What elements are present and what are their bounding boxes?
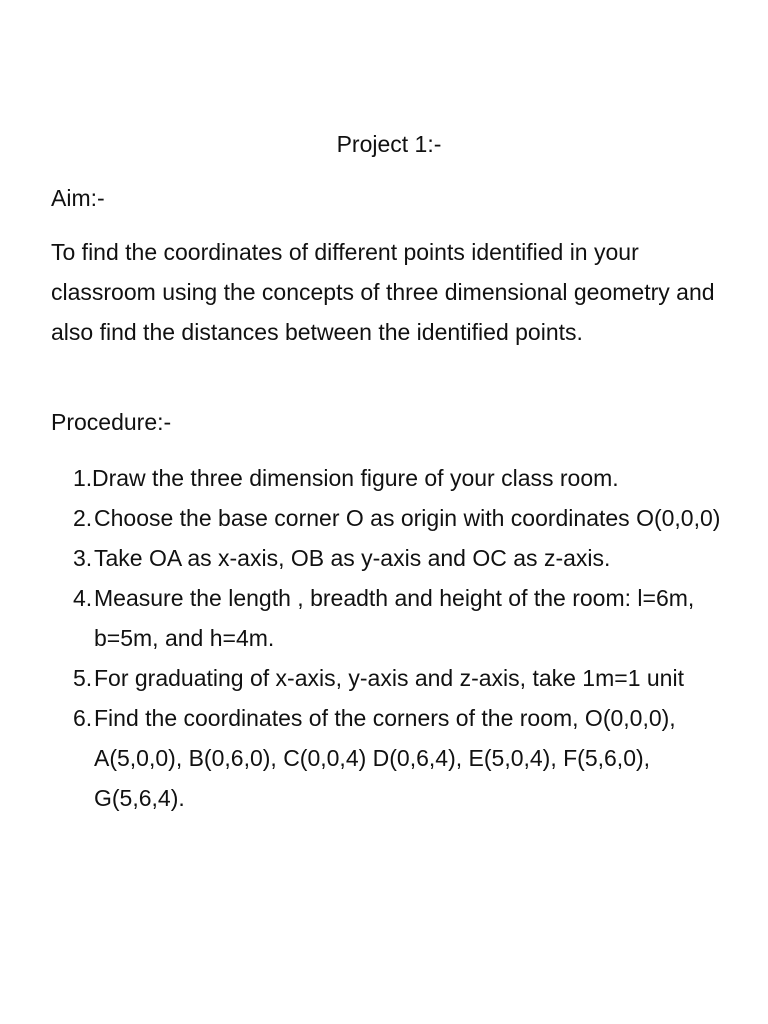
step-text: Choose the base corner O as origin with coordinates O(0,0,0): [94, 505, 721, 531]
step-text: Draw the three dimension figure of your class room.: [92, 465, 619, 491]
step-number: 6.: [73, 705, 93, 731]
aim-paragraph: To find the coordinates of different points identified in your classroom using the concepts of three dimensional geometry and also find the distances between the identified points.: [51, 239, 715, 345]
procedure-step-3: [0, 538, 736, 578]
procedure-step-4: [0, 578, 736, 658]
step-text: Measure the length , breadth and height of the room: l=6m, b=5m, and h=4m.: [94, 585, 695, 651]
step-number: 4.: [73, 585, 93, 611]
document-title: Project 1:-: [336, 131, 442, 157]
step-text: For graduating of x-axis, y-axis and z-axis, take 1m=1 unit: [94, 665, 684, 691]
step-number: 2.: [73, 505, 93, 531]
procedure-step-6: [0, 698, 736, 818]
aim-heading: Aim:-: [51, 185, 105, 211]
step-number: 5.: [73, 665, 93, 691]
procedure-step-5: [0, 658, 736, 698]
step-number: 1.: [73, 465, 93, 491]
step-number: 3.: [73, 545, 93, 571]
procedure-steps-list: [0, 458, 768, 818]
step-text: Find the coordinates of the corners of the room, O(0,0,0), A(5,0,0), B(0,6,0), C(0,0,4) D(0,6,4), E(5,0,4), F(5,6,0), G(5,6,4).: [94, 705, 676, 811]
step-text: Take OA as x-axis, OB as y-axis and OC as z-axis.: [94, 545, 611, 571]
procedure-step-1: [0, 458, 736, 498]
procedure-step-2: [0, 498, 736, 538]
procedure-heading: Procedure:-: [51, 409, 172, 435]
